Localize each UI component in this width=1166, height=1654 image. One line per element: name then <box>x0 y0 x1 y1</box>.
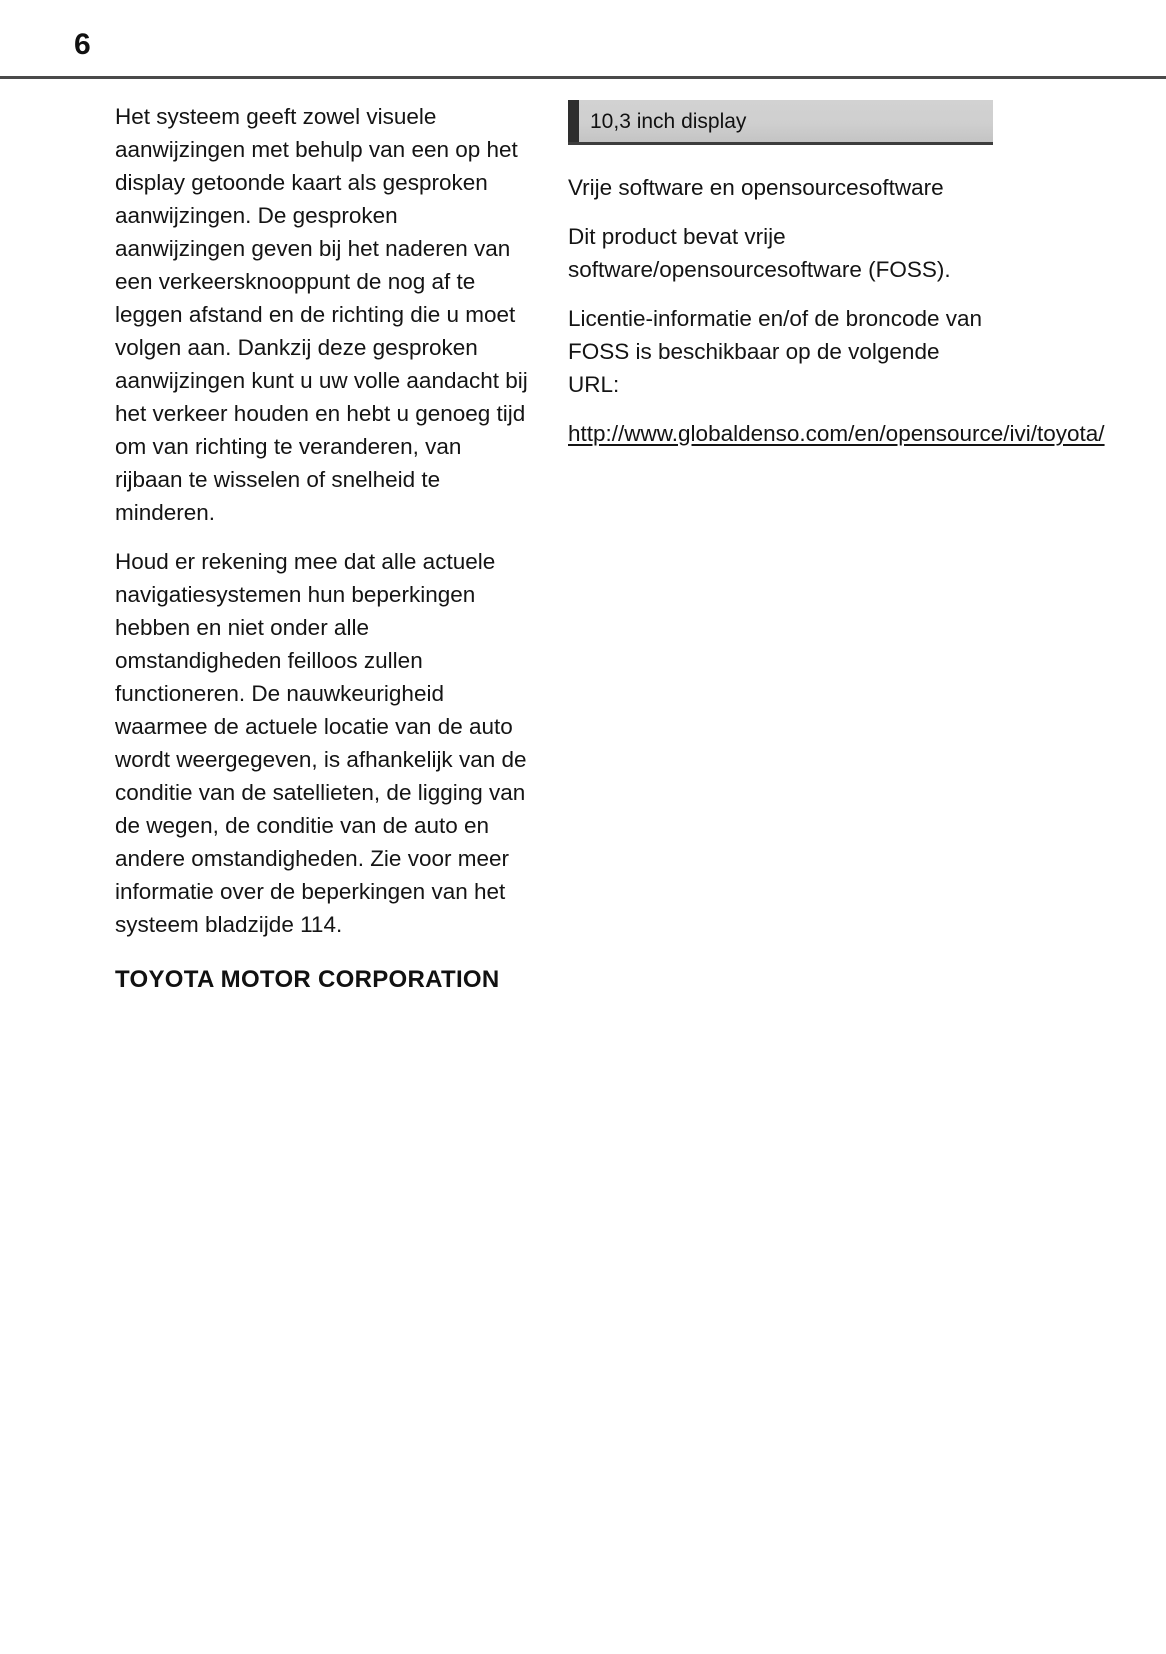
paragraph: Licentie-informatie en/of de broncode van FOSS is beschikbaar op de volgende URL: <box>568 306 983 397</box>
left-column <box>115 100 530 997</box>
paragraph: Vrije software en opensourcesoftware <box>568 175 944 200</box>
section-heading-label: 10,3 inch display <box>590 110 747 133</box>
right-column <box>568 100 1105 450</box>
paragraph: Het systeem geeft zowel visuele aanwijzingen met behulp van een op het display getoonde kaart als gesproken aanwijzingen. De gesproken aanwijzingen geven bij het naderen van een verkeersknooppunt de nog af te leggen afstand en de richting die u moet volgen aan. Dankzij deze gesproken aanwijzingen kunt u uw volle aandacht bij het verkeer houden en hebt u genoeg tijd om van richting te veranderen, van rijbaan te wisselen of snelheid te minderen. <box>115 104 528 525</box>
paragraph: Dit product bevat vrije software/opensourcesoftware (FOSS). <box>568 224 951 282</box>
section-heading <box>568 100 993 145</box>
paragraph: Houd er rekening mee dat alle actuele navigatiesystemen hun beperkingen hebben en niet onder alle omstandigheden feilloos zullen functioneren. De nauwkeurigheid waarmee de actuele locatie van de auto wordt weergegeven, is afhankelijk van de conditie van de satellieten, de ligging van de wegen, de conditie van de auto en andere omstandigheden. Zie voor meer informatie over de beperkingen van het systeem bladzijde 114. <box>115 549 527 937</box>
page-number: 6 <box>74 28 92 61</box>
source-url-paragraph <box>568 417 1105 450</box>
manufacturer-name: TOYOTA MOTOR CORPORATION <box>115 966 500 993</box>
source-url-link[interactable]: http://www.globaldenso.com/en/opensource/ivi/toyota/ <box>568 421 1105 446</box>
section-marker-icon <box>568 100 579 142</box>
header-divider <box>0 76 1166 79</box>
